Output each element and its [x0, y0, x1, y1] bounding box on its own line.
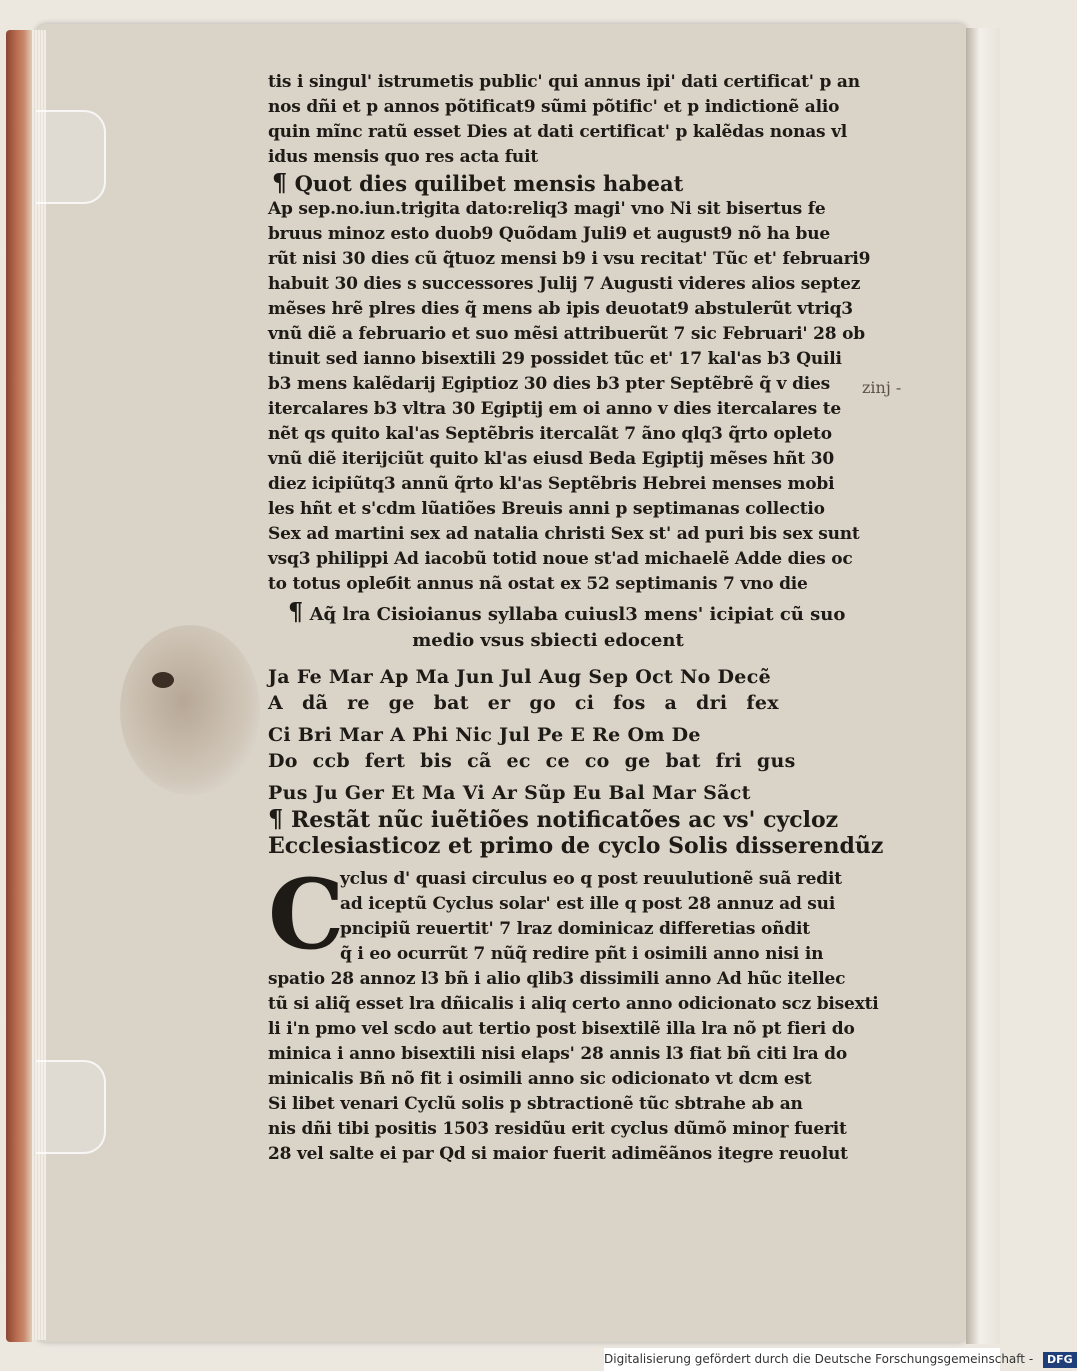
text-line: minicalis Bñ nõ fit i osimili anno sic odicionato vt dcm est: [268, 1069, 812, 1089]
table-row: Do ccb fert bis cã ec ce co ge bat fri gus: [268, 750, 796, 772]
table-row: Ci Bri Mar A Phi Nic Jul Pe E Re Om De: [268, 724, 701, 746]
text-line: les hñt et s'cdm lũatiões Breuis anni p septimanas collectio: [268, 499, 825, 519]
page-clip-bottom: [36, 1060, 106, 1154]
table-row: Pus Ju Ger Et Ma Vi Ar Sũp Eu Bal Mar Sãct: [268, 782, 751, 804]
paragraph-cyclus: [268, 858, 879, 1167]
text-line: nis dñi tibi positis 1503 residũu erit cyclus dũmõ minoɼ fuerit: [268, 1119, 847, 1139]
table-row: Ja Fe Mar Ap Ma Jun Jul Aug Sep Oct No Decẽ: [268, 666, 771, 688]
heading-text: Ecclesiasticoz et primo de cyclo Solis disserendũz: [268, 833, 884, 859]
heading-text: Aq̃ lra Cisioianus syllaba cuiusl3 mens' icipiat cũ suo: [309, 604, 846, 625]
text-line: nẽt qs quito kal'as Septẽbris itercalãt 7 ãno qlq3 q̃rto opleto: [268, 424, 832, 444]
text-line: li i'n pmo vel scdo aut tertio post bisextilẽ illa lra nõ pt fieri do: [268, 1019, 855, 1039]
text-line: minica i anno bisextili nisi elaps' 28 annis l3 fiat bñ citi lra do: [268, 1044, 847, 1064]
heading-text: Quot dies quilibet mensis habeat: [294, 171, 684, 196]
pilcrow-icon: ¶: [288, 597, 304, 626]
page-stain-spot: [152, 672, 174, 688]
text-line: spatio 28 annoz l3 bñ i alio qlib3 dissimili anno Ad hũc itellec: [268, 969, 846, 989]
heading-months: [268, 170, 828, 197]
text-line: pncipiũ reuertit' 7 lraz dominicaz differetias oñdit: [340, 919, 810, 939]
text-line: itercalares b3 vltra 30 Egiptij em oi anno v dies itercalares te: [268, 399, 841, 419]
text-line: diez icipiũtq3 annũ q̃rto kl'as Septẽbris Hebrei menses mobi: [268, 474, 835, 494]
text-line: 28 vel salte ei par Qd si maior fuerit adimẽãnos itegre reuolut: [268, 1144, 848, 1164]
text-line: nos dñi et p annos põtificat9 sũmi põtific' et p indictionẽ alio: [268, 97, 840, 117]
text-line: quin mĩnc ratũ esset Dies at dati certificat' p kalẽdas nonas vl: [268, 122, 848, 142]
text-line: tis i singul' istrumetis public' qui annus ipi' dati certificat' p an: [268, 72, 860, 92]
page-stain: [120, 625, 260, 795]
text-line: vnũ diẽ a februario et suo mẽsi attribuerũt 7 sic Februari' 28 ob: [268, 324, 865, 344]
text-line: ad iceptũ Cyclus solar' est ille q post 28 annuz ad sui: [340, 894, 836, 914]
text-line: q̃ i eo ocurrũt 7 nũq̃ redire pñt i osimili anno nisi in: [340, 944, 824, 964]
heading-cisioianus: [268, 597, 846, 654]
text-line: rũt nisi 30 dies cũ q̃tuoz mensi b9 i vsu recitat' Tũc et' februari9: [268, 249, 871, 269]
drop-cap: C: [268, 858, 345, 971]
text-line: vnũ diẽ iterijciũt quito kl'as eiusd Beda Egiptij mẽses hñt 30: [268, 449, 834, 469]
text-line: to totus opleбit annus nã ostat ex 52 septimanis 7 vno die: [268, 574, 808, 594]
heading-text: Restãt nũc iuẽtiões notificatões ac vs' cycloz: [290, 807, 839, 833]
cisioianus-table: [268, 664, 828, 806]
text-line: b3 mens kalẽdarij Egiptioz 30 dies b3 pter Septẽbrẽ q̃ v dies: [268, 374, 830, 394]
text-line: idus mensis quo res acta fuit: [268, 147, 538, 167]
paragraph-months: [268, 197, 871, 597]
text-line: Ap sep.no.iun.trigita dato:reliq3 magi' vno Ni sit bisertus fe: [268, 199, 826, 219]
text-line: Sex ad martini sex ad natalia christi Sex st' ad puri bis sex sunt: [268, 524, 860, 544]
pilcrow-icon: ¶: [272, 168, 288, 197]
heading-text: medio vsus sbiecti edocent: [412, 630, 684, 651]
text-line: yclus d' quasi circulus eo q post reuulutionẽ suã redit: [340, 869, 842, 889]
dfg-logo: DFG: [1043, 1352, 1077, 1368]
book-binding: [6, 30, 32, 1342]
text-line: habuit 30 dies s successores Julij 7 Augusti videres alios septez: [268, 274, 861, 294]
page-clip-top: [36, 110, 106, 204]
text-line: tũ si aliq̃ esset lra dñicalis i aliq certo anno odicionato scz bisexti: [268, 994, 879, 1014]
text-line: Si libet venari Cyclũ solis p sbtractionẽ tũc sbtrahe ab an: [268, 1094, 803, 1114]
table-row: A dã re ge bat er go ci fos a dri fex: [268, 692, 779, 714]
heading-cycles: [268, 804, 884, 859]
paragraph-top: [268, 70, 860, 170]
margin-annotation: zinj -: [862, 378, 902, 397]
text-line: tinuit sed ianno bisextili 29 possidet tũc et' 17 kal'as b3 Quili: [268, 349, 842, 369]
text-line: bruus minoz esto duob9 Quõdam Juli9 et august9 nõ ha bue: [268, 224, 831, 244]
digitization-footer: [604, 1348, 1073, 1371]
footer-text: Digitalisierung gefördert durch die Deutsche Forschungsgemeinschaft -: [604, 1352, 1034, 1366]
text-line: mẽses hrẽ plres dies q̃ mens ab ipis deuotat9 abstulerũt vtriq3: [268, 299, 853, 319]
facing-page-edge: [966, 28, 1000, 1344]
text-line: vsq3 philippi Ad iacobũ totid noue st'ad michaelẽ Adde dies oc: [268, 549, 853, 569]
pilcrow-icon: ¶: [268, 804, 284, 833]
